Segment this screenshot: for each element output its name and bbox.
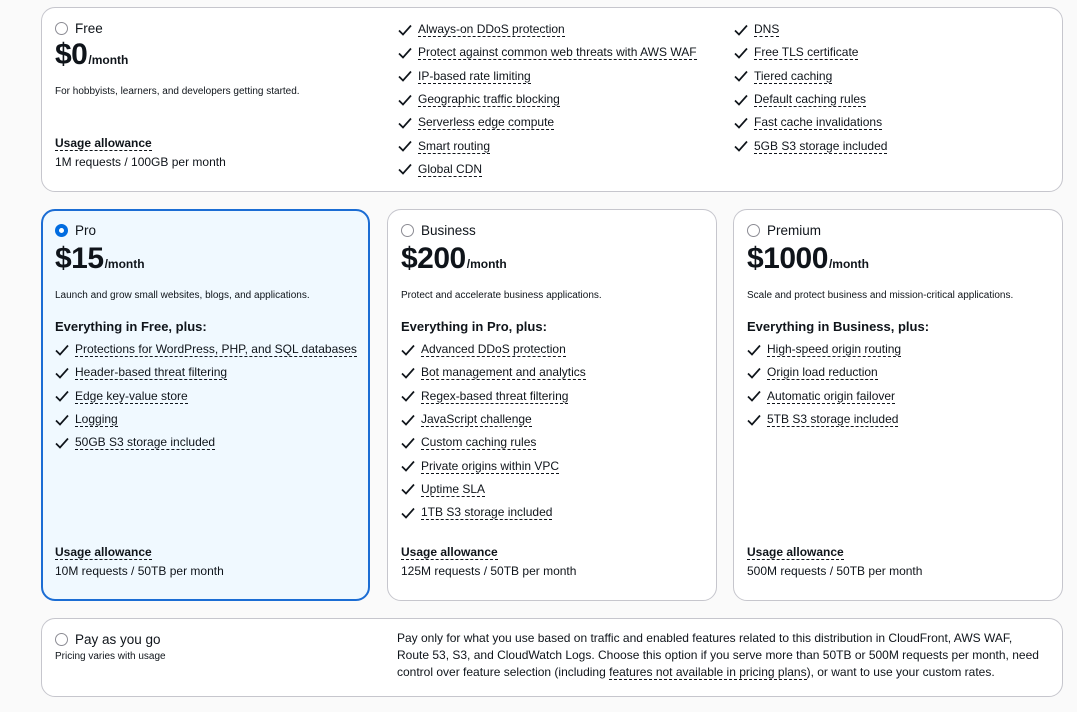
radio-pay-as-you-go[interactable] — [55, 633, 68, 646]
feature-list-col2 — [734, 18, 887, 158]
feature-item: Origin load reduction — [747, 361, 1052, 384]
feature-item: Tiered caching — [734, 65, 887, 88]
plan-description: Protect and accelerate business applications. — [401, 290, 602, 301]
plan-name: Premium — [767, 223, 822, 238]
check-icon — [734, 117, 748, 129]
feature-item: DNS — [734, 18, 887, 41]
feature-item: Edge key-value store — [55, 385, 358, 408]
feature-item: JavaScript challenge — [401, 408, 706, 431]
usage-allowance-label[interactable]: Usage allowance — [55, 545, 152, 559]
plan-card-premium[interactable] — [733, 209, 1063, 601]
check-icon — [734, 94, 748, 106]
check-icon — [747, 414, 761, 426]
check-icon — [55, 414, 69, 426]
price-unit: /month — [466, 257, 507, 271]
feature-item: Regex-based threat filtering — [401, 385, 706, 408]
check-icon — [401, 367, 415, 379]
usage-allowance-value: 125M requests / 50TB per month — [401, 564, 577, 578]
usage-allowance-label[interactable]: Usage allowance — [747, 545, 844, 559]
feature-item: Always-on DDoS protection — [398, 18, 697, 41]
check-icon — [55, 344, 69, 356]
price-amount: $15 — [55, 242, 104, 275]
feature-item: Logging — [55, 408, 358, 431]
plan-card-pro[interactable] — [41, 209, 370, 601]
radio-free[interactable] — [55, 22, 68, 35]
check-icon — [398, 117, 412, 129]
check-icon — [734, 24, 748, 36]
check-icon — [55, 367, 69, 379]
check-icon — [398, 140, 412, 152]
price-amount: $200 — [401, 242, 466, 275]
feature-item: Protections for WordPress, PHP, and SQL databases — [55, 338, 358, 361]
check-icon — [398, 24, 412, 36]
payg-description: Pay only for what you use based on traffic and enabled features related to this distribution in CloudFront, AWS WAF, Route 53, S3, and CloudWatch Logs. Choose this option if you serve more than 50TB or 500M requests per month, need control over feature selection (including features not available in pricing plans), or want to use your custom rates. — [397, 631, 1039, 679]
usage-allowance-value: 10M requests / 50TB per month — [55, 564, 224, 578]
features-heading: Everything in Business, plus: — [747, 319, 930, 334]
plan-name: Pro — [75, 223, 97, 238]
feature-item: Bot management and analytics — [401, 361, 706, 384]
feature-item: Serverless edge compute — [398, 111, 697, 134]
plan-card-pay-as-you-go[interactable] — [41, 618, 1063, 697]
usage-allowance-label[interactable]: Usage allowance — [55, 136, 152, 150]
price-amount: $0 — [55, 38, 88, 71]
check-icon — [401, 460, 415, 472]
feature-item: Default caching rules — [734, 88, 887, 111]
feature-item: 1TB S3 storage included — [401, 501, 706, 524]
usage-allowance-value: 500M requests / 50TB per month — [747, 564, 923, 578]
check-icon — [747, 390, 761, 402]
plan-description: Launch and grow small websites, blogs, and applications. — [55, 290, 310, 301]
plan-name: Pay as you go — [75, 632, 161, 647]
usage-allowance-value: 1M requests / 100GB per month — [55, 155, 226, 169]
check-icon — [401, 437, 415, 449]
plan-description: Scale and protect business and mission-critical applications. — [747, 290, 1014, 301]
feature-item: High-speed origin routing — [747, 338, 1052, 361]
feature-list — [55, 338, 358, 454]
plan-name: Free — [75, 21, 103, 36]
usage-allowance-label[interactable]: Usage allowance — [401, 545, 498, 559]
plan-name: Business — [421, 223, 476, 238]
check-icon — [398, 94, 412, 106]
feature-item: Geographic traffic blocking — [398, 88, 697, 111]
price-unit: /month — [104, 257, 145, 271]
feature-list — [401, 338, 706, 524]
feature-item: 5TB S3 storage included — [747, 408, 1052, 431]
check-icon — [401, 344, 415, 356]
check-icon — [401, 507, 415, 519]
features-heading: Everything in Free, plus: — [55, 319, 207, 334]
plan-card-business[interactable] — [387, 209, 717, 601]
feature-item: Custom caching rules — [401, 431, 706, 454]
radio-business[interactable] — [401, 224, 414, 237]
check-icon — [747, 367, 761, 379]
plan-subtitle: Pricing varies with usage — [55, 651, 166, 662]
features-heading: Everything in Pro, plus: — [401, 319, 547, 334]
check-icon — [55, 390, 69, 402]
feature-item: Free TLS certificate — [734, 41, 887, 64]
check-icon — [401, 483, 415, 495]
check-icon — [401, 390, 415, 402]
price-amount: $1000 — [747, 242, 828, 275]
feature-item: Header-based threat filtering — [55, 361, 358, 384]
feature-item: Automatic origin failover — [747, 385, 1052, 408]
feature-item: Uptime SLA — [401, 478, 706, 501]
feature-item: Fast cache invalidations — [734, 111, 887, 134]
feature-item: Smart routing — [398, 134, 697, 157]
check-icon — [401, 414, 415, 426]
check-icon — [398, 163, 412, 175]
plan-description: For hobbyists, learners, and developers getting started. — [55, 86, 300, 97]
feature-list — [747, 338, 1052, 431]
check-icon — [747, 344, 761, 356]
check-icon — [398, 47, 412, 59]
feature-item: Advanced DDoS protection — [401, 338, 706, 361]
feature-item: IP-based rate limiting — [398, 65, 697, 88]
price-unit: /month — [88, 53, 129, 67]
feature-item: Private origins within VPC — [401, 454, 706, 477]
price-unit: /month — [828, 257, 869, 271]
feature-item: 5GB S3 storage included — [734, 134, 887, 157]
feature-item: Global CDN — [398, 158, 697, 181]
feature-item: 50GB S3 storage included — [55, 431, 358, 454]
feature-list-col1 — [398, 18, 697, 181]
check-icon — [734, 70, 748, 82]
check-icon — [398, 70, 412, 82]
plan-card-free[interactable] — [41, 7, 1063, 192]
check-icon — [55, 437, 69, 449]
radio-pro[interactable] — [55, 224, 68, 237]
radio-premium[interactable] — [747, 224, 760, 237]
check-icon — [734, 47, 748, 59]
check-icon — [734, 140, 748, 152]
feature-item: Protect against common web threats with AWS WAF — [398, 41, 697, 64]
features-not-available-link[interactable]: features not available in pricing plans — [609, 665, 807, 679]
